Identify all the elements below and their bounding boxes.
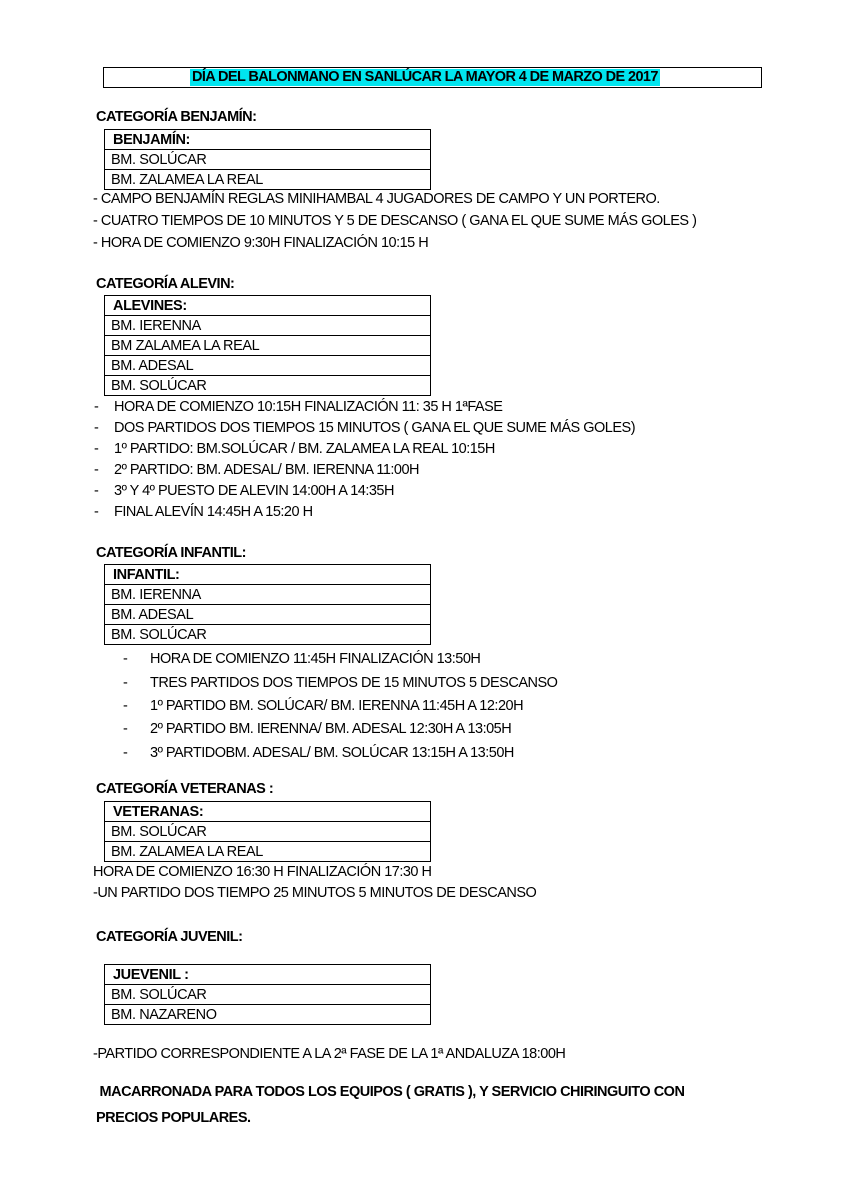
note-line: 2º PARTIDO: BM. ADESAL/ BM. IERENNA 11:00H [114, 462, 420, 478]
table-row: BM. SOLÚCAR [105, 150, 431, 170]
table-row: BM. ZALAMEA LA REAL [105, 842, 431, 862]
note-line: 2º PARTIDO BM. IERENNA/ BM. ADESAL 12:30H A 13:05H [150, 721, 512, 737]
note-line: 1º PARTIDO: BM.SOLÚCAR / BM. ZALAMEA LA REAL 10:15H [114, 441, 495, 457]
benjamin-heading: CATEGORÍA BENJAMÍN: [96, 109, 257, 125]
note-line: - HORA DE COMIENZO 9:30H FINALIZACIÓN 10:15 H [93, 235, 429, 251]
table-row: BM. SOLÚCAR [105, 822, 431, 842]
footer-line: MACARRONADA PARA TODOS LOS EQUIPOS ( GRATIS ), Y SERVICIO CHIRINGUITO CON [96, 1084, 685, 1100]
note-line: 3º Y 4º PUESTO DE ALEVIN 14:00H A 14:35H [114, 483, 394, 499]
table-row: BM. SOLÚCAR [105, 625, 431, 645]
alevin-heading: CATEGORÍA ALEVIN: [96, 276, 235, 292]
footer-line: PRECIOS POPULARES. [96, 1110, 251, 1126]
table-row: BM. SOLÚCAR [105, 985, 431, 1005]
table-row: BM. IERENNA [105, 585, 431, 605]
table-header: JUEVENIL : [105, 965, 431, 985]
note-line: DOS PARTIDOS DOS TIEMPOS 15 MINUTOS ( GANA EL QUE SUME MÁS GOLES) [114, 420, 636, 436]
benjamin-table [104, 129, 431, 190]
note-line: - CUATRO TIEMPOS DE 10 MINUTOS Y 5 DE DESCANSO ( GANA EL QUE SUME MÁS GOLES ) [93, 213, 697, 229]
table-row: BM ZALAMEA LA REAL [105, 336, 431, 356]
note-line: HORA DE COMIENZO 16:30 H FINALIZACIÓN 17:30 H [93, 864, 432, 880]
table-row: BM. ADESAL [105, 356, 431, 376]
infantil-table [104, 564, 431, 645]
note-line: 3º PARTIDOBM. ADESAL/ BM. SOLÚCAR 13:15H A 13:50H [150, 745, 514, 761]
table-header: ALEVINES: [105, 296, 431, 316]
table-header: VETERANAS: [105, 802, 431, 822]
veteranas-heading: CATEGORÍA VETERANAS : [96, 781, 274, 797]
table-row: BM. NAZARENO [105, 1005, 431, 1025]
note-line: 1º PARTIDO BM. SOLÚCAR/ BM. IERENNA 11:45H A 12:20H [150, 698, 524, 714]
note-line: HORA DE COMIENZO 11:45H FINALIZACIÓN 13:50H [150, 651, 481, 667]
infantil-heading: CATEGORÍA INFANTIL: [96, 545, 246, 561]
table-header: INFANTIL: [105, 565, 431, 585]
note-line: TRES PARTIDOS DOS TIEMPOS DE 15 MINUTOS 5 DESCANSO [150, 675, 558, 691]
note-line: HORA DE COMIENZO 10:15H FINALIZACIÓN 11: 35 H 1ªFASE [114, 399, 503, 415]
table-row: BM. ADESAL [105, 605, 431, 625]
table-row: BM. IERENNA [105, 316, 431, 336]
note-line: -PARTIDO CORRESPONDIENTE A LA 2ª FASE DE LA 1ª ANDALUZA 18:00H [93, 1046, 566, 1062]
juvenil-heading: CATEGORÍA JUVENIL: [96, 929, 243, 945]
juvenil-table [104, 964, 431, 1025]
note-line: FINAL ALEVÍN 14:45H A 15:20 H [114, 504, 313, 520]
table-header: BENJAMÍN: [105, 130, 431, 150]
table-row: BM. SOLÚCAR [105, 376, 431, 396]
table-row: BM. ZALAMEA LA REAL [105, 170, 431, 190]
note-line: -UN PARTIDO DOS TIEMPO 25 MINUTOS 5 MINUTOS DE DESCANSO [93, 885, 537, 901]
veteranas-table [104, 801, 431, 862]
page-title: DÍA DEL BALONMANO EN SANLÚCAR LA MAYOR 4 DE MARZO DE 2017 [192, 69, 658, 85]
alevin-table [104, 295, 431, 396]
title-box [103, 67, 762, 88]
note-line: - CAMPO BENJAMÍN REGLAS MINIHAMBAL 4 JUGADORES DE CAMPO Y UN PORTERO. [93, 191, 660, 207]
